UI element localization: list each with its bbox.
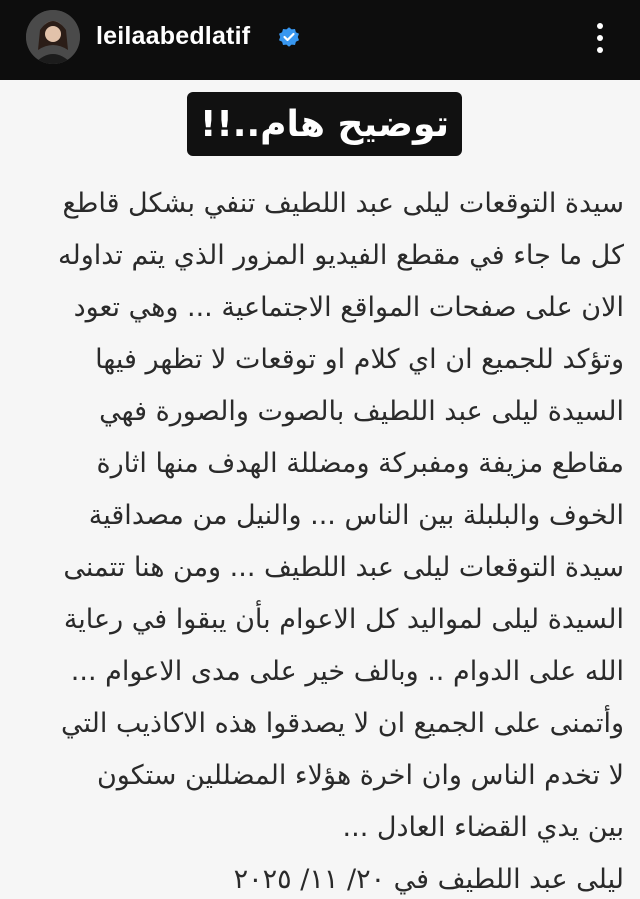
statement-body: [36, 178, 624, 899]
statement-signature: ليلى عبد اللطيف في ٢٠/ ١١/ ٢٠٢٥: [233, 864, 624, 895]
statement-line: وأتمنى على الجميع ان لا يصدقوا هذه الاكاذيب التي: [61, 708, 624, 739]
statement-line: السيدة ليلى لمواليد كل الاعوام بأن يبقوا في رعاية: [63, 604, 624, 635]
statement-line: السيدة ليلى عبد اللطيف بالصوت والصورة فهي: [99, 396, 624, 427]
verified-badge-icon: [277, 25, 301, 49]
statement-line: سيدة التوقعات ليلى عبد اللطيف تنفي بشكل قاطع: [62, 188, 624, 219]
statement-line: الله على الدوام .. وبالف خير على مدى الاعوام ...: [70, 656, 624, 687]
statement-line: مقاطع مزيفة ومفبركة ومضللة الهدف منها اثارة: [96, 448, 624, 479]
statement-line: بين يدي القضاء العادل ...: [342, 812, 624, 843]
avatar[interactable]: [26, 10, 80, 64]
story-header: [0, 0, 640, 80]
statement-line: سيدة التوقعات ليلى عبد اللطيف ... ومن هنا تتمنى: [63, 552, 624, 583]
post-title: توضيح هام..!!: [199, 103, 450, 145]
title-banner: [187, 92, 462, 156]
statement-line: الخوف والبلبلة بين الناس ... والنيل من مصداقية: [88, 500, 624, 531]
avatar-image: [26, 10, 80, 64]
statement-line: كل ما جاء في مقطع الفيديو المزور الذي يتم تداوله: [58, 240, 624, 271]
more-vertical-icon[interactable]: [588, 18, 612, 58]
statement-line: لا تخدم الناس وان اخرة هؤلاء المضللين ستكون: [96, 760, 624, 791]
username[interactable]: leilaabedlatif: [96, 22, 251, 50]
statement-line: وتؤكد للجميع ان اي كلام او توقعات لا تظهر فيها: [95, 344, 624, 375]
statement-line: الان على صفحات المواقع الاجتماعية ... وهي تعود: [73, 292, 624, 323]
